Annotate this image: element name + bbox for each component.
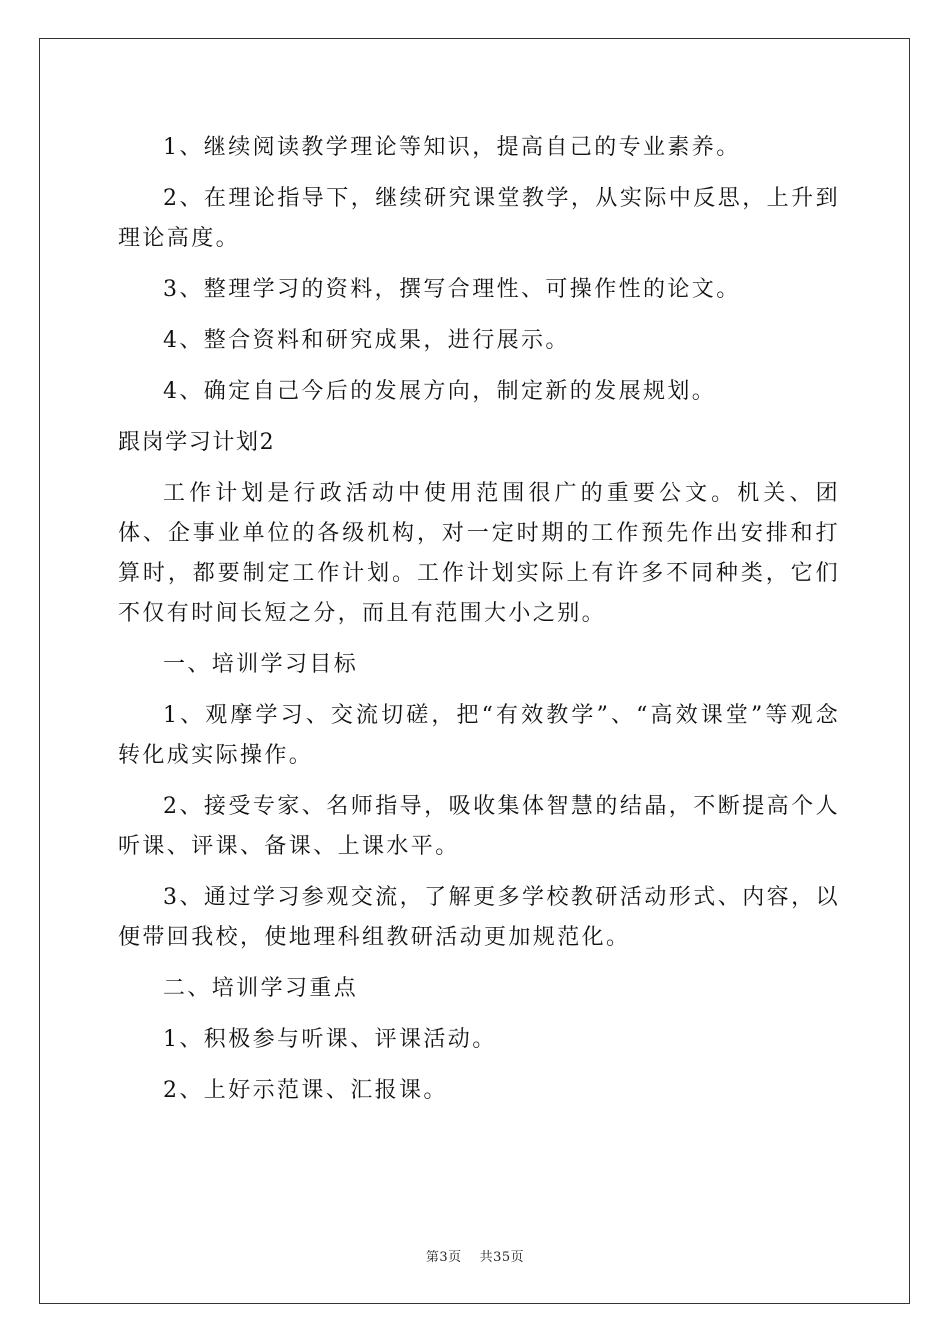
paragraph: 3、整理学习的资料，撰写合理性、可操作性的论文。: [163, 277, 741, 302]
paragraph: 1、继续阅读教学理论等知识，提高自己的专业素养。: [163, 135, 741, 160]
paragraph: 工作计划是行政活动中使用范围很广的重要公文。机关、团体、企事业单位的各级机构，对一定时期的工作预先作出安排和打算时，都要制定工作计划。工作计划实际上有许多不同种类，它们不仅有时间长短之分，而且有范围大小之别。: [118, 481, 840, 626]
paragraph: 2、上好示范课、汇报课。: [163, 1078, 448, 1103]
paragraph: 3、通过学习参观交流，了解更多学校教研活动形式、内容，以便带回我校，使地理科组教研活动更加规范化。: [118, 885, 840, 950]
total-pages: 共35页: [479, 1250, 525, 1265]
paragraph: 1、积极参与听课、评课活动。: [163, 1027, 497, 1052]
paragraph: 2、接受专家、名师指导，吸收集体智慧的结晶，不断提高个人听课、评课、备课、上课水平。: [118, 794, 840, 859]
document-body: [118, 128, 840, 1122]
paragraph: 4、整合资料和研究成果，进行展示。: [163, 328, 570, 353]
section-heading: 一、培训学习目标: [163, 652, 359, 677]
paragraph: 4、确定自己今后的发展方向，制定新的发展规划。: [163, 379, 717, 404]
section-heading: 二、培训学习重点: [163, 976, 359, 1001]
paragraph: 1、观摩学习、交流切磋，把“有效教学”、“高效课堂”等观念转化成实际操作。: [118, 703, 840, 768]
paragraph: 2、在理论指导下，继续研究课堂教学，从实际中反思，上升到理论高度。: [118, 186, 840, 251]
section-title: 跟岗学习计划2: [118, 430, 276, 455]
page-number: 第3页: [425, 1250, 462, 1265]
page-footer: [0, 1246, 950, 1265]
